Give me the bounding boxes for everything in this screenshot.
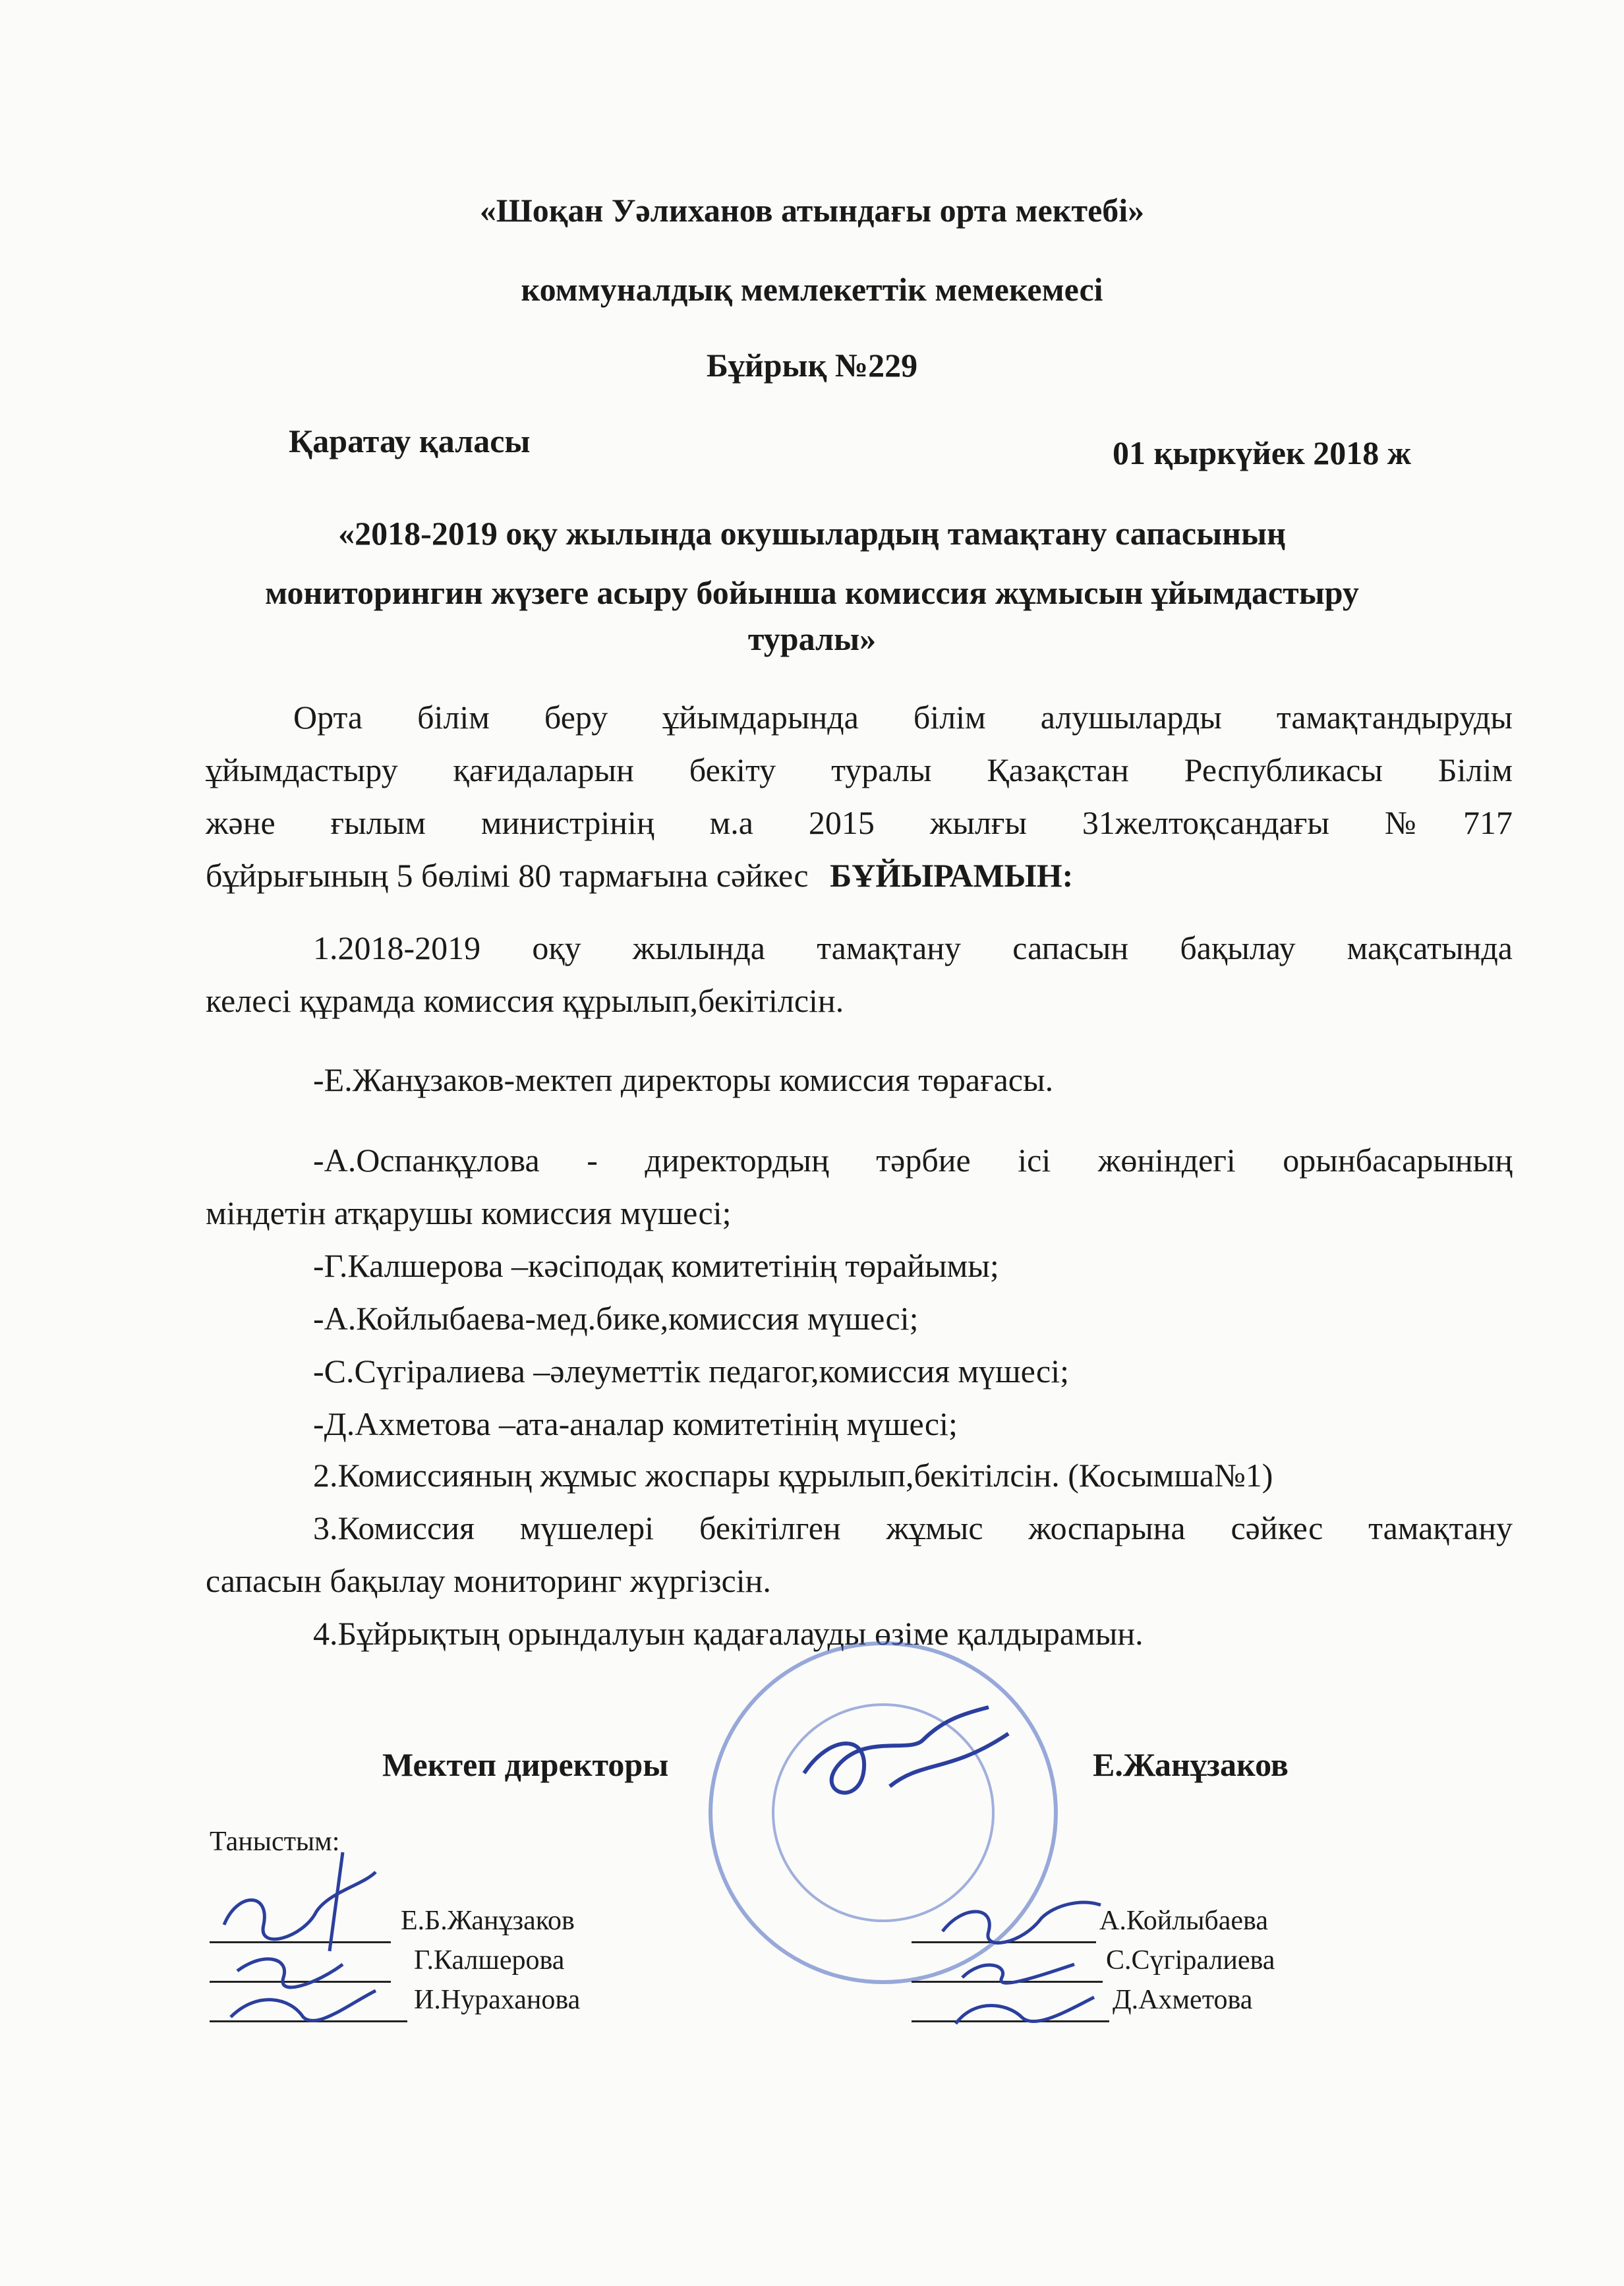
- director-position: Мектеп директоры: [382, 1746, 669, 1783]
- director-signature-icon: [791, 1694, 1028, 1826]
- signer-left-2: Г.Калшерова: [414, 1945, 565, 1976]
- order-date: 01 қыркүйек 2018 ж: [1113, 434, 1412, 471]
- member-2-line2: міндетін атқарушы комиссия мүшесі;: [206, 1194, 732, 1231]
- preamble-line1: Орта білім беру ұйымдарында білім алушыларды тамақтандыруды: [293, 699, 1513, 736]
- handwritten-signatures-right-icon: [923, 1865, 1120, 2043]
- org-name-line2: коммуналдық мемлекеттік мемекемесі: [521, 271, 1103, 308]
- member-4: -А.Койлыбаева-мед.бике,комиссия мүшесі;: [313, 1300, 919, 1337]
- item-3-line2: сапасын бақылау мониторинг жүргізсін.: [206, 1562, 771, 1599]
- org-name-line1: «Шоқан Уәлиханов атындағы орта мектебі»: [479, 192, 1145, 229]
- member-3: -Г.Калшерова –кәсіподақ комитетінің төрайымы;: [313, 1247, 999, 1284]
- member-5: -С.Сүгіралиева –әлеуметтік педагог,комиссия мүшесі;: [313, 1353, 1070, 1390]
- city: Қаратау қаласы: [289, 423, 531, 459]
- signer-right-2: С.Сүгіралиева: [1106, 1945, 1275, 1976]
- director-name: Е.Жанұзаков: [1093, 1746, 1289, 1783]
- order-title-line3: туралы»: [747, 620, 877, 657]
- preamble-line2: ұйымдастыру қағидаларын бекіту туралы Қазақстан Республикасы Білім: [206, 751, 1513, 788]
- member-1: -Е.Жанұзаков-мектеп директоры комиссия төрағасы.: [313, 1061, 1054, 1098]
- handwritten-signatures-left-icon: [211, 1826, 422, 2037]
- item-1-line2: келесі құрамда комиссия құрылып,бекітілсін.: [206, 982, 844, 1019]
- command-word: БҰЙЫРАМЫН:: [830, 857, 1074, 894]
- item-3-line1: 3.Комиссия мүшелері бекітілген жұмыс жоспарына сәйкес тамақтану: [313, 1509, 1513, 1546]
- member-2-line1: -А.Оспанқұлова - директордың тәрбие ісі жөніндегі орынбасарының: [313, 1142, 1513, 1179]
- order-title-line2: мониторингин жүзеге асыру бойынша комиссия жұмысын ұйымдастыру: [265, 574, 1359, 611]
- item-4: 4.Бұйрықтың орындалуын қадағалауды өзіме қалдырамын.: [313, 1615, 1144, 1652]
- preamble-basis: бұйрығының 5 бөлімі 80 тармағына сәйкес: [206, 857, 809, 894]
- acquainted-label: Таныстым:: [210, 1827, 340, 1857]
- signer-left-1: Е.Б.Жанұзаков: [401, 1906, 575, 1936]
- order-number: Бұйрық №229: [706, 347, 918, 384]
- preamble-line3: және ғылым министрінің м.а 2015 жылғы 31желтоқсандағы №717: [206, 804, 1513, 841]
- item-1-line1: 1.2018-2019 оқу жылында тамақтану сапасын бақылау мақсатында: [313, 929, 1513, 966]
- signer-right-3: Д.Ахметова: [1113, 1985, 1253, 2015]
- item-2: 2.Комиссияның жұмыс жоспары құрылып,бекітілсін. (Косымша№1): [313, 1457, 1273, 1494]
- member-6: -Д.Ахметова –ата-аналар комитетінің мүшесі;: [313, 1405, 958, 1442]
- preamble-line4: [206, 849, 1073, 902]
- signer-left-3: И.Нураханова: [414, 1985, 581, 2015]
- signer-right-1: А.Койлыбаева: [1099, 1906, 1268, 1936]
- order-title-line1: «2018-2019 оқу жылында окушылардың тамақтану сапасының: [338, 515, 1286, 552]
